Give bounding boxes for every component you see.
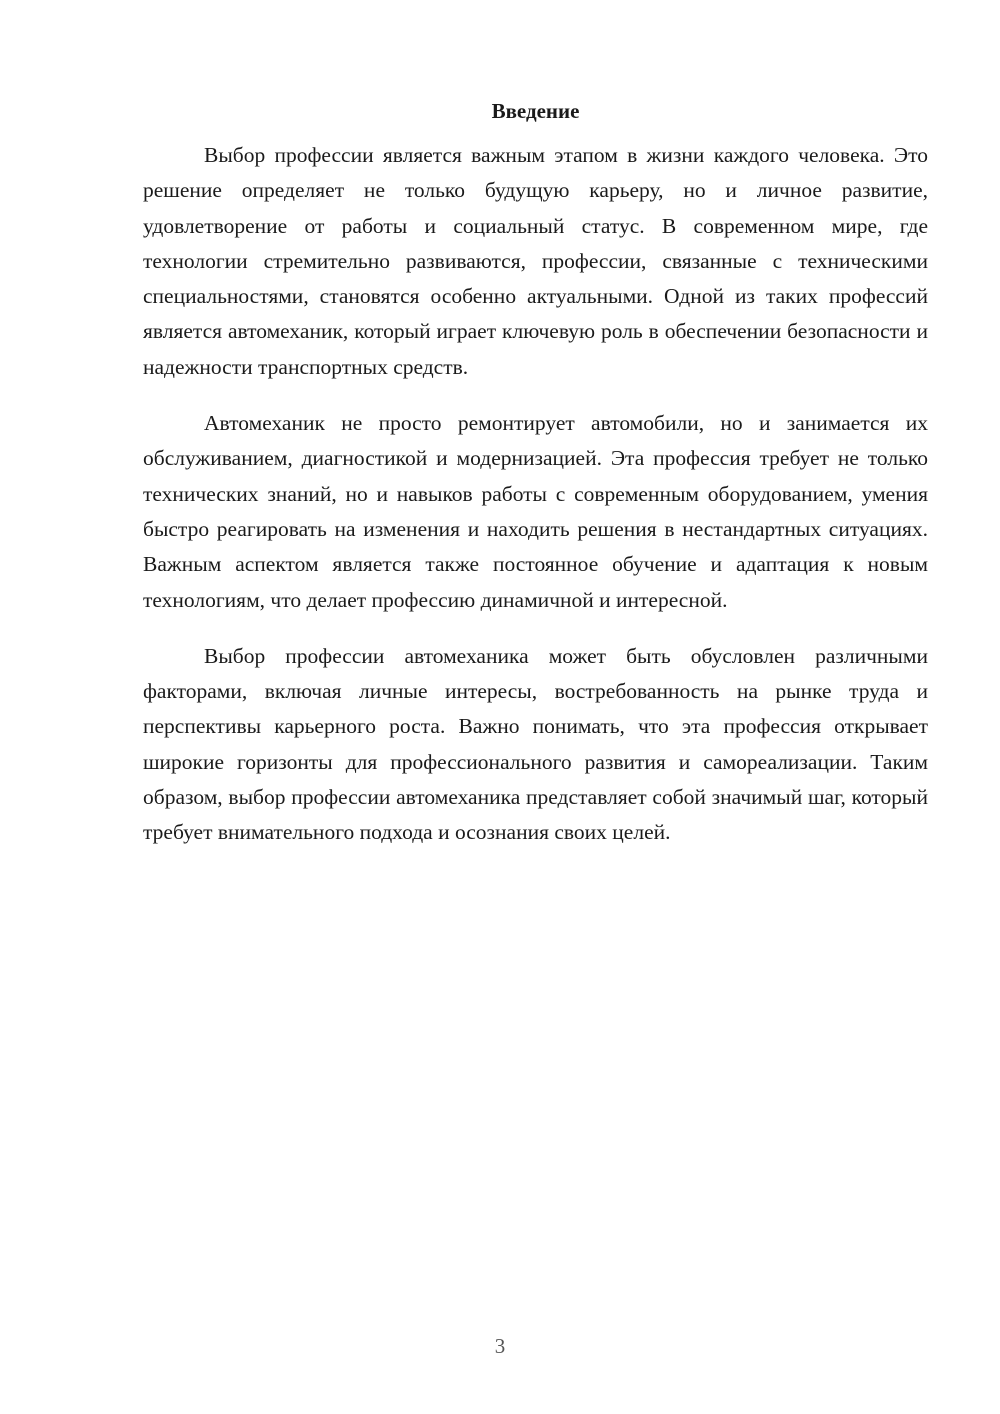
- section-title: Введение: [491, 99, 580, 123]
- paragraph-2: Автомеханик не просто ремонтирует автомобили, но и занимается их обслуживанием, диагностикой и модернизацией. Эта профессия требует не только технических знаний, но и навыков работы с современным оборудованием, умения быстро реагировать на изменения и находить решения в нестандартных ситуациях. Важным аспектом является также постоянное обучение и адаптация к новым технологиям, что делает профессию динамичной и интересной.: [143, 411, 928, 612]
- paragraph-3: Выбор профессии автомеханика может быть обусловлен различными факторами, включая личные интересы, востребованность на рынке труда и перспективы карьерного роста. Важно понимать, что эта профессия открывает широкие горизонты для профессионального развития и самореализации. Таким образом, выбор профессии автомеханика представляет собой значимый шаг, который требует внимательного подхода и осознания своих целей.: [143, 643, 928, 845]
- page-content: [143, 96, 928, 872]
- paragraph-1: Выбор профессии является важным этапом в жизни каждого человека. Это решение определяет не только будущую карьеру, но и личное развитие, удовлетворение от работы и социальный статус. В современном мире, где технологии стремительно развиваются, профессии, связанные с техническими специальностями, становятся особенно актуальными. Одной из таких профессий является автомеханик, который играет ключевую роль в обеспечении безопасности и надежности транспортных средств.: [143, 143, 928, 379]
- page-number: 3: [494, 1334, 506, 1358]
